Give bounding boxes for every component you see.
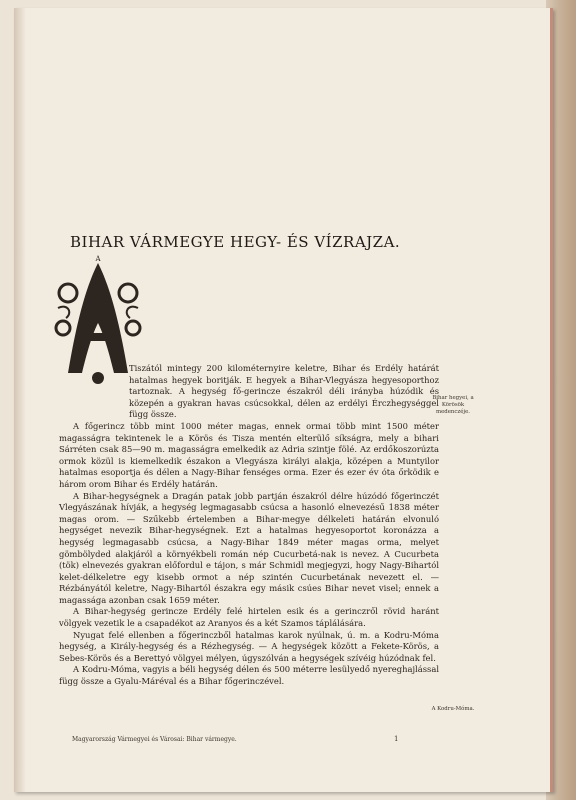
initial-letter-text: A [95,255,101,263]
paragraph-1: Tiszától mintegy 200 kilométernyire keletre, Bihar és Erdély határát hatalmas hegyek boritják. E hegyek a Bihar-Vlegyásza hegyesoporthoz tartoznak. A hegység fő-gerincze északról déli irányba húzódik és közepén a gyakran havas csúcsokkal, délen az erdélyi Érczhegységgel függ össze. [129,363,439,420]
chapter-heading: BIHAR VÁRMEGYE HEGY- ÉS VÍZRAJZA. [70,233,401,251]
body-text [59,363,439,688]
paragraph-4: A Bihar-hegység gerincze Erdély felé hirtelen esik és a gerinczről rövid haránt völgyek vezetik le a csapadékot az Aranyos és a két Szamos táplálására. [59,606,439,629]
paragraph-2: A főgerincz több mint 1000 méter magas, ennek ormai több mint 1500 méter magasságra tekintenek le a Körös és Tisza mentén elterülő síkságra, mely a bihari Sárréten csak 85—90 m. magasságra emelkedik az Adria szintje fölé. Az erdőkoszorúzta ormok közül is kiemelkedik északon a Vlegyásza királyi alakja, középen a Muntyilor hatalmas esoportja és délen a Nagy-Bihar fenséges orma. Ezer és ezer év óta őrködik e három orom Bihar és Erdély határán. [59,420,439,489]
paragraph-6: A Kodru-Móma, vagyis a béli hegység délen és 500 méterre lesülyedő nyereghajlással függ össze a Gyalu-Máréval és a Bihar főgerinczével. [59,664,439,687]
page-binding-shadow [14,8,26,792]
footer-source: Magyarország Vármegyei és Városai: Bihar vármegye. [72,736,237,743]
margin-note-1: Bihar hegyei, a Körösök medenczéje. [432,395,474,415]
paragraph-5: Nyugat felé ellenben a főgerinczből hatalmas karok nyúlnak, ú. m. a Kodru-Móma hegység, a Király-hegység és a Rézhegység. — A hegységek között a Fekete-Körös, a Sebes-Körös és a Berettyó völgyei mélyen, úgyszólván a hegységek szívéig húzódnak fel. [59,629,439,663]
margin-note-2: A Kodru-Móma. [431,706,475,712]
paragraph-3: A Bihar-hegységnek a Dragán patak jobb partján északról délre húzódó főgerinczét Vlegyászának hívják, a hegység legmagasabb csúcsa a hasonló elnevezésű 1838 méter magas orom. — Szűkebb értelemben a Bihar-megye délkeleti határán elvonuló hegységet nevezik Bihar-hegységnek. Ezt a hatalmas hegyesoportot koronázza a hegység legmagasabb csúcsa, a Nagy-Bihar 1849 méter magas orma, melyet gömbölyded alakjáról a környékbeli román nép Cucurbetá-nak is nevez. A Cucurbeta (tök) elnevezés gyakran előfordul e tájon, s már Schmidl megjegyzi, hogy Nagy-Bihartól kelet-délkeletre egy kisebb ormot a nép szintén Cucurbetának nevezett el. — Rézbányától keletre, Nagy-Bihartól északra egy másik csúes Bihar nevet visel; ennek a magassága azonban csak 1659 méter. [59,490,439,605]
book-page [14,8,553,792]
page-number: 1 [394,735,399,743]
